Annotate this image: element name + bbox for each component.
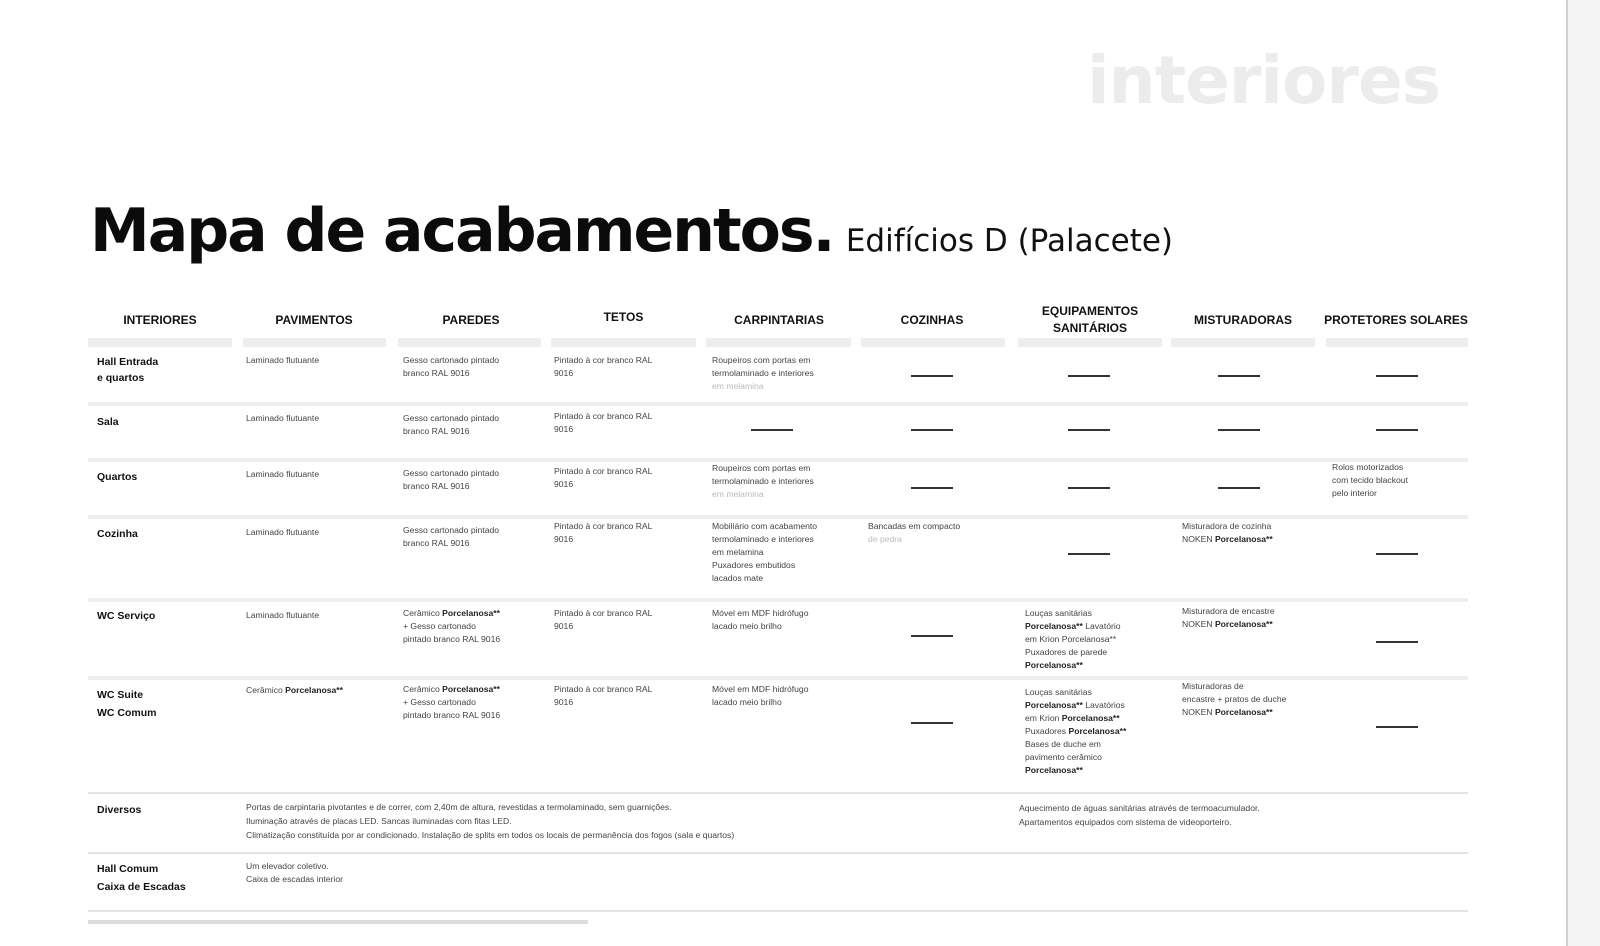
header-interiores: INTERIORES	[123, 312, 197, 327]
cell-misturadoras: Misturadora de cozinha NOKEN Porcelanosa**	[1182, 521, 1273, 544]
cell-paredes: Gesso cartonado pintado branco RAL 9016	[403, 525, 500, 548]
header-bar	[706, 338, 851, 347]
row-separator	[88, 792, 1468, 794]
empty-dash	[911, 487, 953, 489]
row-label-quartos: Quartos	[97, 471, 138, 483]
cell-pavimentos: Laminado flutuante	[246, 355, 320, 365]
row-label-sala: Sala	[97, 416, 119, 428]
header-bar	[88, 338, 232, 347]
header-paredes: PAREDES	[442, 312, 500, 327]
header-tetos: TETOS	[603, 309, 644, 324]
empty-dash	[1376, 553, 1418, 555]
empty-dash	[1218, 487, 1260, 489]
row-separator	[88, 852, 1468, 854]
row-label-hall-comum: Hall Comum Caixa de Escadas	[97, 863, 186, 893]
cell-tetos: Pintado à cor branco RAL 9016	[554, 608, 653, 631]
cell-pavimentos: Laminado flutuante	[246, 469, 320, 479]
cell-misturadoras: Misturadora de encastre NOKEN Porcelanosa**	[1182, 606, 1275, 629]
empty-dash	[1376, 375, 1418, 377]
cell-diversos-equipamentos: Aquecimento de águas sanitárias através de termoacumulador. Apartamentos equipados com sistema de videoporteiro.	[1019, 803, 1260, 827]
row-label-diversos: Diversos	[97, 804, 142, 816]
empty-dash	[1068, 375, 1110, 377]
row-separator	[88, 598, 1468, 602]
cell-tetos: Pintado à cor branco RAL 9016	[554, 521, 653, 544]
empty-dash	[911, 635, 953, 637]
empty-dash	[1068, 429, 1110, 431]
empty-dash	[1376, 641, 1418, 643]
cell-tetos: Pintado à cor branco RAL 9016	[554, 355, 653, 378]
empty-dash	[751, 429, 793, 431]
cell-equipamentos: Louças sanitárias Porcelanosa** Lavatórios em Krion Porcelanosa** Puxadores Porcelanosa** Bases de duche em pavimento cerâmico Porcelanosa**	[1025, 687, 1127, 775]
header-carpintarias: CARPINTARIAS	[734, 312, 824, 327]
empty-dash	[1218, 375, 1260, 377]
empty-dash	[1068, 487, 1110, 489]
cell-misturadoras: Misturadoras de encastre + pratos de duche NOKEN Porcelanosa**	[1182, 681, 1287, 717]
row-label-cozinha: Cozinha	[97, 528, 138, 540]
cell-tetos: Pintado à cor branco RAL 9016	[554, 684, 653, 707]
header-equipamentos-sanitarios: EQUIPAMENTOS SANITÁRIOS	[1041, 304, 1139, 335]
empty-dash	[911, 429, 953, 431]
cell-pavimentos: Laminado flutuante	[246, 413, 320, 423]
header-bar	[1326, 338, 1468, 347]
cell-carpintarias: Mobiliário com acabamento termolaminado e interiores em melamina Puxadores embutidos lacados mate	[712, 521, 818, 583]
cell-hall-comum: Um elevador coletivo. Caixa de escadas interior	[246, 861, 343, 884]
empty-dash	[911, 722, 953, 724]
cell-paredes: Cerâmico Porcelanosa** + Gesso cartonado pintado branco RAL 9016	[403, 684, 501, 720]
cell-tetos: Pintado à cor branco RAL 9016	[554, 466, 653, 489]
empty-dash	[1068, 553, 1110, 555]
row-separator	[88, 402, 1468, 406]
cell-pavimentos: Laminado flutuante	[246, 610, 320, 620]
cell-carpintarias: Roupeiros com portas em termolaminado e interiores em melamina	[712, 463, 814, 499]
header-bar	[398, 338, 541, 347]
cell-carpintarias: Móvel em MDF hidrófugo lacado meio brilho	[712, 608, 809, 631]
cell-diversos-interiores: Portas de carpintaria pivotantes e de correr, com 2,40m de altura, revestidas a termolaminado, sem guarnições. Iluminação através de placas LED. Sancas iluminadas com fitas LED. Climatização constituída por ar condicionado. Instalação de splits em todos os locais de permanência dos fogos (sala e quartos)	[246, 802, 735, 840]
cell-pavimentos: Cerâmico Porcelanosa**	[246, 685, 343, 695]
empty-dash	[1376, 726, 1418, 728]
header-bar	[1171, 338, 1315, 347]
row-separator	[88, 910, 1468, 912]
cell-paredes: Gesso cartonado pintado branco RAL 9016	[403, 355, 500, 378]
row-label-wc-servico: WC Serviço	[97, 610, 156, 622]
header-pavimentos: PAVIMENTOS	[275, 312, 353, 327]
empty-dash	[1218, 429, 1260, 431]
section-watermark: interiores	[1086, 42, 1440, 119]
cell-paredes: Cerâmico Porcelanosa** + Gesso cartonado pintado branco RAL 9016	[403, 608, 501, 644]
row-label-hall-entrada: Hall Entrada e quartos	[97, 356, 159, 384]
header-bar	[861, 338, 1005, 347]
cell-paredes: Gesso cartonado pintado branco RAL 9016	[403, 468, 500, 491]
row-label-wc-suite: WC Suite WC Comum	[97, 689, 157, 719]
cell-carpintarias: Móvel em MDF hidrófugo lacado meio brilho	[712, 684, 809, 707]
header-misturadoras: MISTURADORAS	[1194, 312, 1292, 327]
cell-tetos: Pintado à cor branco RAL 9016	[554, 411, 653, 434]
empty-dash	[911, 375, 953, 377]
header-protetores-solares: PROTETORES SOLARES	[1324, 312, 1468, 327]
viewer-background	[1568, 0, 1600, 946]
title-subtitle: Edifícios D (Palacete)	[845, 223, 1174, 259]
header-cozinhas: COZINHAS	[900, 312, 964, 327]
cell-carpintarias: Roupeiros com portas em termolaminado e interiores em melamina	[712, 355, 814, 391]
page-title	[90, 196, 1173, 266]
cell-paredes: Gesso cartonado pintado branco RAL 9016	[403, 413, 500, 436]
cell-equipamentos: Louças sanitárias Porcelanosa** Lavatório em Krion Porcelanosa** Puxadores de parede Porcelanosa**	[1025, 608, 1121, 670]
footnote-line	[88, 920, 588, 924]
cell-cozinhas: Bancadas em compacto de pedra	[868, 521, 961, 544]
row-separator	[88, 515, 1468, 519]
header-bar	[243, 338, 386, 347]
header-bar	[551, 338, 696, 347]
cell-pavimentos: Laminado flutuante	[246, 527, 320, 537]
header-bar	[1018, 338, 1162, 347]
title-main: Mapa de acabamentos.	[90, 196, 834, 266]
empty-dash	[1376, 429, 1418, 431]
cell-protetores: Rolos motorizados com tecido blackout pelo interior	[1332, 462, 1408, 498]
